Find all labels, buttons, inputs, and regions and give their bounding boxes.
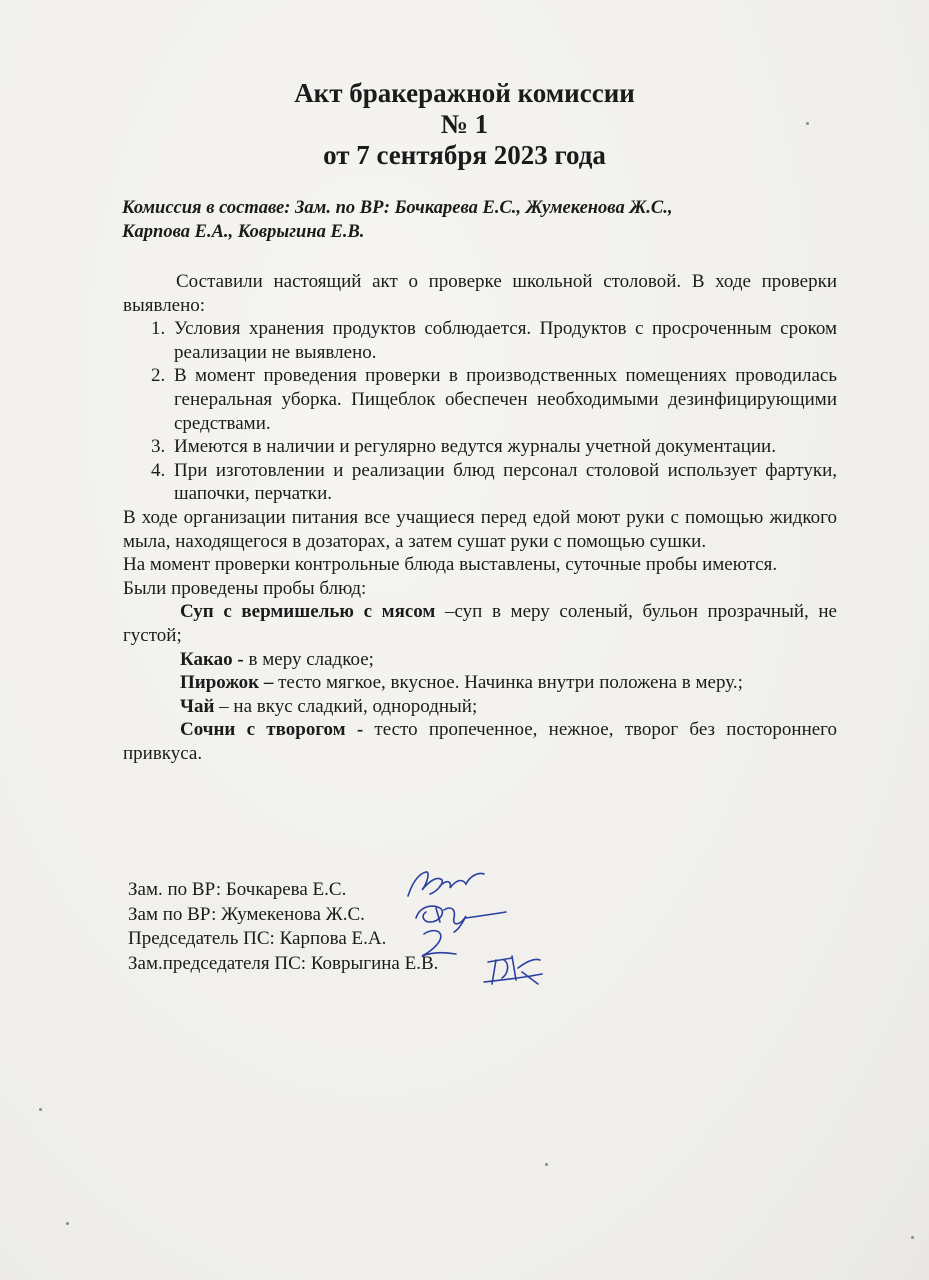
probe-item [123, 695, 837, 719]
commission-line-2: Карпова Е.А., Коврыгина Е.В. [122, 222, 365, 242]
document-title: Акт бракеражной комиссии [294, 78, 635, 108]
document-body [123, 270, 837, 765]
signatory-name: Зам. по ВР: Бочкарева Е.С. [128, 879, 347, 900]
finding-item: 4. При изготовлении и реализации блюд персонал столовой использует фартуки, шапочки, перчатки. [170, 459, 837, 506]
signatory-name: Зам.председателя ПС: Коврыгина Е.В. [128, 952, 439, 974]
signature-line [128, 878, 438, 903]
probe-item [123, 648, 837, 672]
probe-comment: –суп в меру соленый, бульон прозрачный, не густой; [123, 601, 837, 646]
signature-scribble-3 [416, 926, 466, 960]
scan-speck [806, 122, 809, 125]
signature-line [128, 927, 438, 952]
hands-paragraph: В ходе организации питания все учащиеся перед едой моют руки с помощью жидкого мыла, находящегося в дозаторах, а затем сушат руки с помощью сушки. [123, 506, 837, 552]
commission-line-1: Комиссия в составе: Зам. по ВР: Бочкарева Е.С., Жумекенова Ж.С., [122, 198, 673, 218]
probe-dish: Пирожок – [180, 672, 274, 694]
probe-comment: тесто пропеченное, нежное, творог без постороннего привкуса. [123, 719, 837, 764]
probe-comment: – на вкус сладкий, однородный; [214, 695, 478, 717]
probes-heading: Были проведены пробы блюд: [123, 577, 367, 599]
probe-comment: в меру сладкое; [243, 648, 374, 670]
signatory-name: Зам по ВР: Жумекенова Ж.С. [128, 903, 365, 925]
finding-item: 3. Имеются в наличии и регулярно ведутся журналы учетной документации. [170, 435, 837, 459]
signatory-name: Председатель ПС: Карпова Е.А. [128, 928, 387, 949]
probe-dish: Сочни с творогом - [180, 719, 364, 741]
findings-list [123, 317, 837, 506]
probe-dish: Суп с вермишелью с мясом [180, 601, 445, 623]
probe-comment: тесто мягкое, вкусное. Начинка внутри положена в меру.; [273, 672, 743, 694]
signature-line [128, 903, 438, 928]
scan-speck [39, 1108, 42, 1111]
probe-item [123, 600, 837, 647]
probe-item [123, 718, 837, 765]
probe-dish: Чай [180, 695, 215, 717]
signature-line [128, 952, 438, 977]
scan-speck [66, 1222, 69, 1225]
signature-scribble-4 [482, 950, 546, 990]
finding-item: 1. Условия хранения продуктов соблюдается. Продуктов с просроченным сроком реализации не выявлено. [170, 317, 837, 364]
scan-speck [545, 1163, 548, 1166]
document-date: от 7 сентября 2023 года [323, 140, 606, 170]
document-number: № 1 [440, 109, 489, 139]
samples-paragraph: На момент проверки контрольные блюда выставлены, суточные пробы имеются. [123, 554, 778, 576]
finding-item: 2. В момент проведения проверки в производственных помещениях проводилась генеральная уборка. Пищеблок обеспечен необходимыми дезинфицирующими средствами. [170, 364, 837, 435]
probe-item [123, 671, 837, 695]
commission-members [122, 196, 812, 244]
probe-dish: Какао - [180, 648, 244, 670]
intro-paragraph: Составили настоящий акт о проверке школьной столовой. В ходе проверки выявлено: [123, 271, 837, 316]
scan-speck [911, 1236, 914, 1239]
signature-block [128, 878, 438, 976]
